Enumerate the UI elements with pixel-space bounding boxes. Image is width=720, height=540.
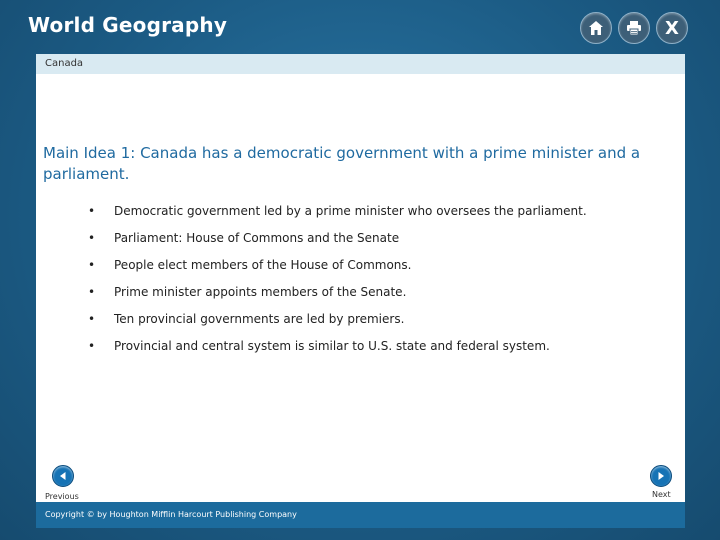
bullet-dot: • xyxy=(88,339,96,353)
list-item xyxy=(86,258,587,285)
footer-bar xyxy=(36,502,685,528)
app-title: World Geography xyxy=(28,13,228,37)
bullet-dot: • xyxy=(88,231,96,245)
content-panel xyxy=(36,74,685,502)
bullet-text: People elect members of the House of Commons. xyxy=(114,258,412,272)
copyright-text: Copyright © by Houghton Mifflin Harcourt Publishing Company xyxy=(45,510,297,519)
next-button[interactable] xyxy=(650,465,672,487)
bullet-text: Parliament: House of Commons and the Senate xyxy=(114,231,400,245)
list-item xyxy=(86,285,587,312)
bullet-dot: • xyxy=(88,204,96,218)
arrow-left-icon xyxy=(57,470,69,482)
bullet-dot: • xyxy=(88,312,96,326)
list-item xyxy=(86,312,587,339)
home-icon xyxy=(587,19,605,37)
close-button[interactable] xyxy=(656,12,688,44)
breadcrumb-bar xyxy=(36,54,685,74)
bullet-list xyxy=(86,204,587,366)
list-item xyxy=(86,204,587,231)
bullet-text: Prime minister appoints members of the Senate. xyxy=(114,285,407,299)
bullet-text: Democratic government led by a prime minister who oversees the parliament. xyxy=(114,204,587,218)
home-button[interactable] xyxy=(580,12,612,44)
bullet-text: Ten provincial governments are led by premiers. xyxy=(114,312,405,326)
list-item xyxy=(86,231,587,258)
breadcrumb: Canada xyxy=(45,58,84,69)
previous-button[interactable] xyxy=(52,465,74,487)
bullet-text: Provincial and central system is similar to U.S. state and federal system. xyxy=(114,339,550,353)
bullet-dot: • xyxy=(88,285,96,299)
bullet-dot: • xyxy=(88,258,96,272)
main-idea-heading: Main Idea 1: Canada has a democratic government with a prime minister and a parliament. xyxy=(43,144,641,183)
top-toolbar xyxy=(580,12,688,44)
list-item xyxy=(86,339,587,366)
print-button[interactable] xyxy=(618,12,650,44)
print-icon xyxy=(625,19,643,37)
arrow-right-icon xyxy=(655,470,667,482)
close-icon: X xyxy=(665,17,679,39)
next-label[interactable]: Next xyxy=(652,490,671,499)
previous-label[interactable]: Previous xyxy=(45,492,79,501)
